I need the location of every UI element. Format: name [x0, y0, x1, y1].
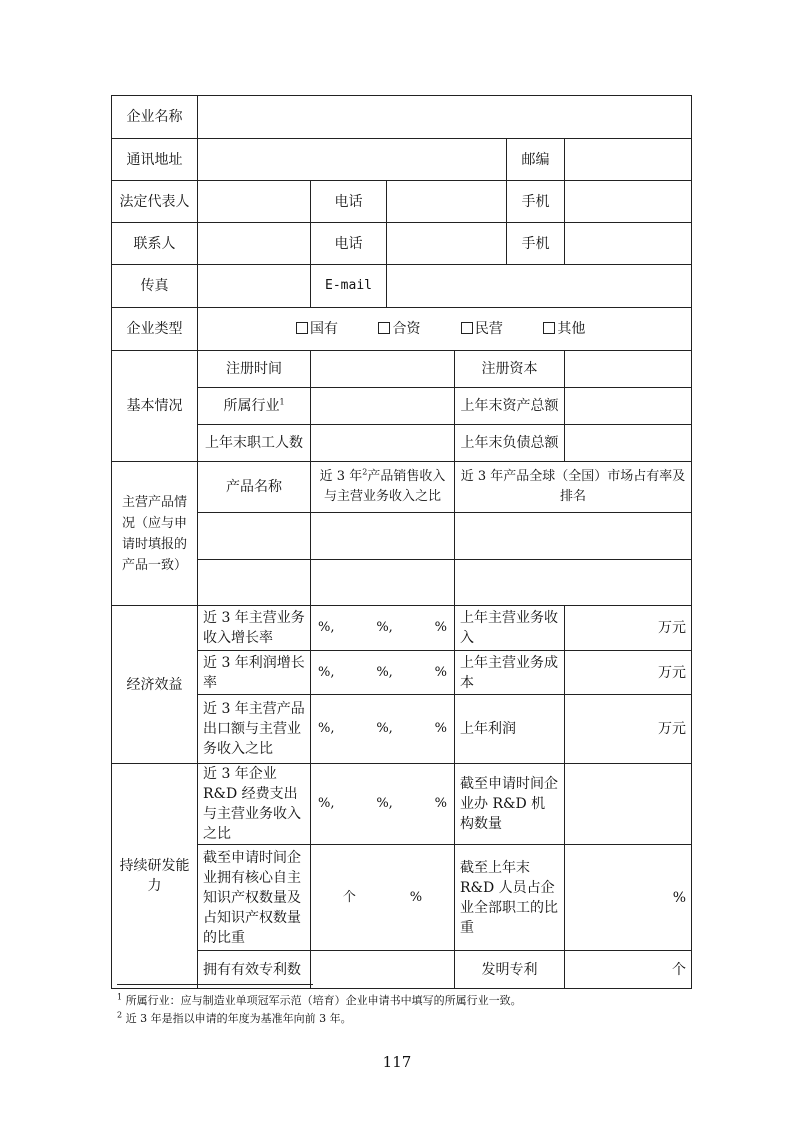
contact-phone-label: 电话 — [311, 223, 387, 265]
contact-mobile-label: 手机 — [507, 223, 565, 265]
export-ratio-label: 近 3 年主营产品出口额与主营业务收入之比 — [198, 695, 311, 764]
legal-rep-phone-label: 电话 — [311, 181, 387, 223]
last-profit-label: 上年利润 — [455, 695, 565, 764]
company-name-label: 企业名称 — [112, 96, 198, 139]
checkbox-icon[interactable] — [543, 322, 555, 334]
economic-label: 经济效益 — [112, 606, 198, 764]
last-revenue-field[interactable]: 万元 — [565, 606, 692, 651]
revenue-growth-field[interactable]: %, %, % — [311, 606, 455, 651]
reg-capital-label: 注册资本 — [455, 351, 565, 388]
company-type-options — [198, 308, 692, 351]
rd-org-count-field[interactable] — [565, 764, 692, 845]
ip-count-label: 截至申请时间企业拥有核心自主知识产权数量及占知识产权数量的比重 — [198, 845, 311, 951]
rd-ratio-label: 近 3 年企业 R&D 经费支出与主营业务收入之比 — [198, 764, 311, 845]
last-profit-field[interactable]: 万元 — [565, 695, 692, 764]
contact-phone-field[interactable] — [387, 223, 507, 265]
address-label: 通讯地址 — [112, 139, 198, 181]
total-assets-field[interactable] — [565, 388, 692, 425]
employees-label: 上年末职工人数 — [198, 425, 311, 462]
total-liabilities-field[interactable] — [565, 425, 692, 462]
product-name-field[interactable] — [198, 560, 311, 606]
rd-org-count-label: 截至申请时间企业办 R&D 机构数量 — [455, 764, 565, 845]
valid-patents-label: 拥有有效专利数 — [198, 951, 311, 989]
last-cost-field[interactable]: 万元 — [565, 651, 692, 695]
rd-ratio-field[interactable]: %, %, % — [311, 764, 455, 845]
contact-field[interactable] — [198, 223, 311, 265]
rd-label: 持续研发能力 — [112, 764, 198, 989]
page-number: 117 — [382, 1053, 412, 1071]
industry-label: 所属行业$^1$ — [198, 388, 311, 425]
postcode-field[interactable] — [565, 139, 692, 181]
legal-rep-mobile-field[interactable] — [565, 181, 692, 223]
type-option-state[interactable]: 国有 — [296, 319, 338, 339]
rd-staff-ratio-field[interactable]: % — [565, 845, 692, 951]
product-name-field[interactable] — [198, 513, 311, 560]
main-products-label: 主营产品情况（应与申请时填报的产品一致） — [112, 462, 198, 606]
company-name-field[interactable] — [198, 96, 692, 139]
product-name-label: 产品名称 — [198, 462, 311, 513]
type-option-other[interactable]: 其他 — [543, 319, 585, 339]
legal-rep-label: 法定代表人 — [112, 181, 198, 223]
contact-label: 联系人 — [112, 223, 198, 265]
total-assets-label: 上年末资产总额 — [455, 388, 565, 425]
valid-patents-field[interactable] — [311, 951, 455, 989]
basic-info-label: 基本情况 — [112, 351, 198, 462]
address-field[interactable] — [198, 139, 507, 181]
rd-staff-ratio-label: 截至上年末 R&D 人员占企业全部职工的比重 — [455, 845, 565, 951]
profit-growth-field[interactable]: %, %, % — [311, 651, 455, 695]
last-revenue-label: 上年主营业务收入 — [455, 606, 565, 651]
invention-patents-field[interactable]: 个 — [565, 951, 692, 989]
ip-count-field[interactable]: 个 % — [311, 845, 455, 951]
checkbox-icon[interactable] — [378, 322, 390, 334]
company-type-label: 企业类型 — [112, 308, 198, 351]
invention-patents-label: 发明专利 — [455, 951, 565, 989]
application-form-table — [111, 95, 692, 989]
postcode-label: 邮编 — [507, 139, 565, 181]
total-liabilities-label: 上年末负债总额 — [455, 425, 565, 462]
industry-field[interactable] — [311, 388, 455, 425]
legal-rep-field[interactable] — [198, 181, 311, 223]
type-option-jv[interactable]: 合资 — [378, 319, 420, 339]
sales-ratio-field[interactable] — [311, 560, 455, 606]
checkbox-icon[interactable] — [296, 322, 308, 334]
market-share-label: 近 3 年产品全球（全国）市场占有率及排名 — [455, 462, 692, 513]
sales-ratio-label: 近 3 年$^2$产品销售收入与主营业务收入之比 — [311, 462, 455, 513]
footnote-rule — [117, 984, 313, 985]
employees-field[interactable] — [311, 425, 455, 462]
footnote-1: $^1$ 所属行业：应与制造业单项冠军示范（培育）企业申请书中填写的所属行业一致。 — [117, 992, 522, 1007]
reg-time-label: 注册时间 — [198, 351, 311, 388]
fax-field[interactable] — [198, 265, 311, 308]
reg-time-field[interactable] — [311, 351, 455, 388]
last-cost-label: 上年主营业务成本 — [455, 651, 565, 695]
market-share-field[interactable] — [455, 560, 692, 606]
email-field[interactable] — [387, 265, 692, 308]
type-option-private[interactable]: 民营 — [461, 319, 503, 339]
market-share-field[interactable] — [455, 513, 692, 560]
export-ratio-field[interactable]: %, %, % — [311, 695, 455, 764]
fax-label: 传真 — [112, 265, 198, 308]
profit-growth-label: 近 3 年利润增长率 — [198, 651, 311, 695]
reg-capital-field[interactable] — [565, 351, 692, 388]
legal-rep-mobile-label: 手机 — [507, 181, 565, 223]
contact-mobile-field[interactable] — [565, 223, 692, 265]
email-label: E-mail — [311, 265, 387, 308]
sales-ratio-field[interactable] — [311, 513, 455, 560]
legal-rep-phone-field[interactable] — [387, 181, 507, 223]
footnote-2: $^2$ 近 3 年是指以申请的年度为基准年向前 3 年。 — [117, 1010, 352, 1025]
revenue-growth-label: 近 3 年主营业务收入增长率 — [198, 606, 311, 651]
checkbox-icon[interactable] — [461, 322, 473, 334]
